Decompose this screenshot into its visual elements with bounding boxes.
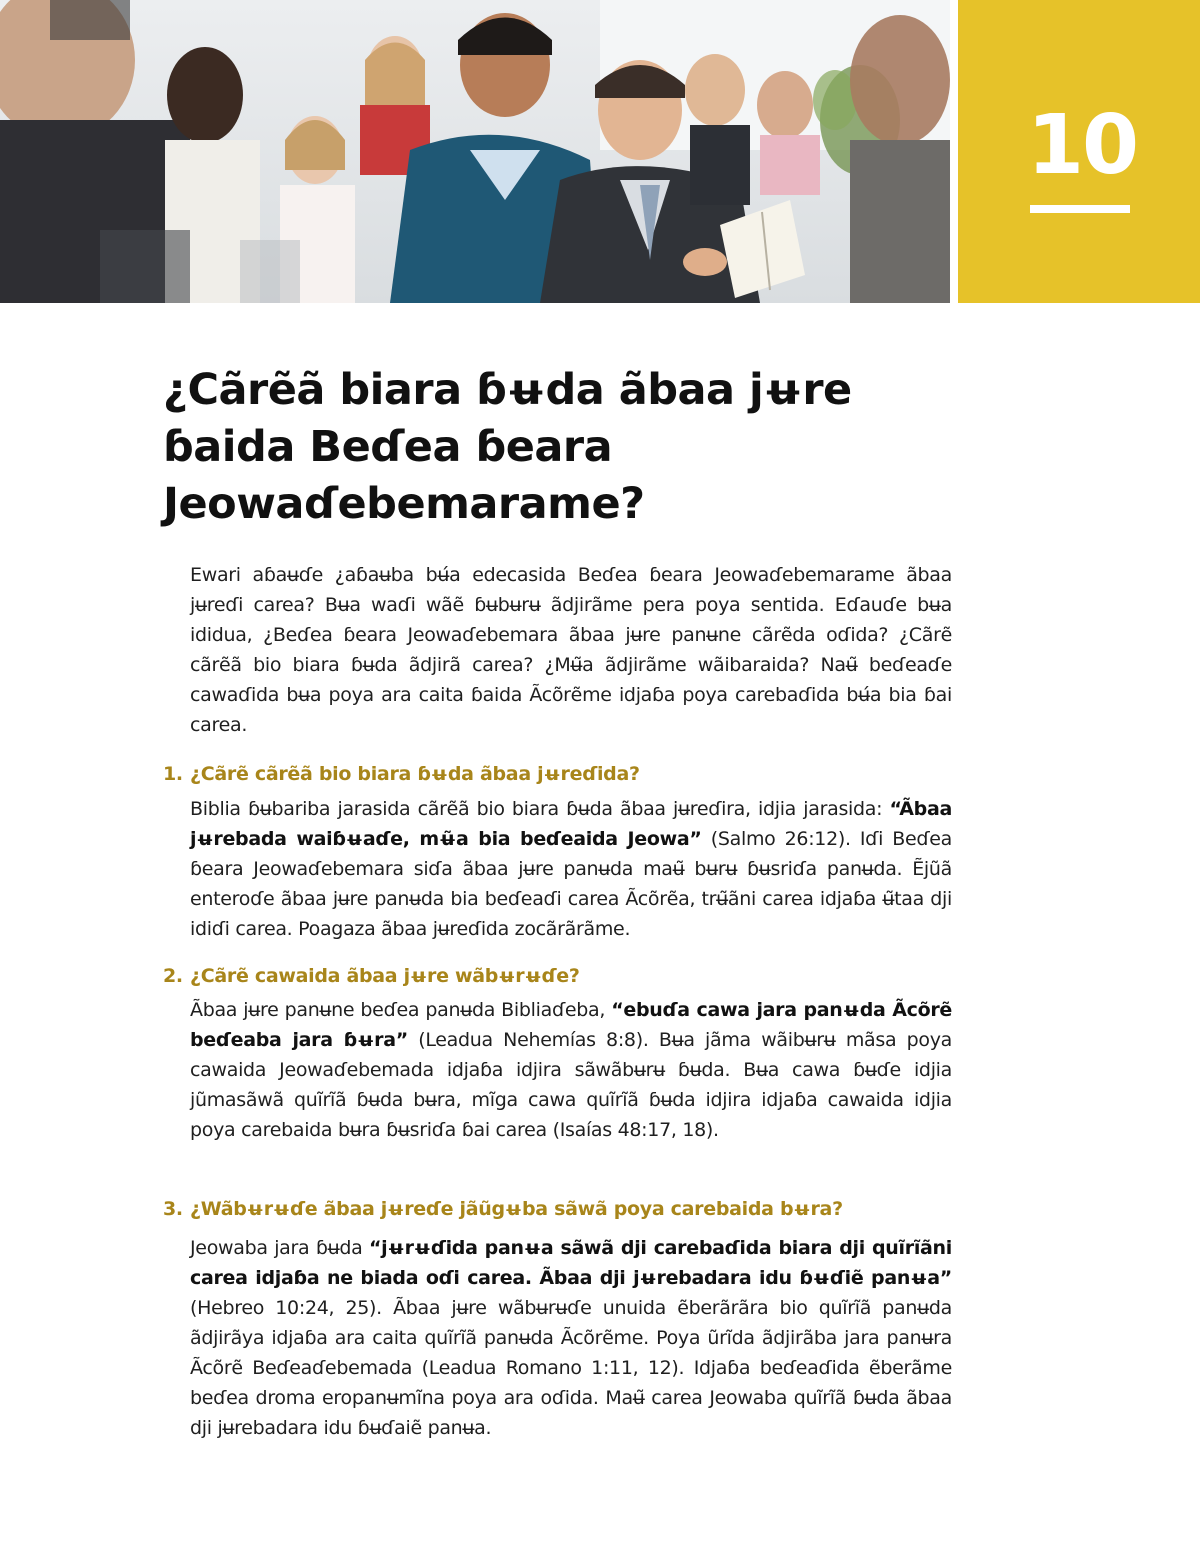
page-title: ¿Cãrẽã biara ɓʉda ãbaa jʉre ɓaida Beɗea ɓeara Jeowaɗebemarame? — [163, 365, 852, 529]
section-3-quote: “jʉrʉɗida panʉa sãwã dji carebaɗida biara dji quĩrĩãni carea idjaɓa ne biada oɗi carea. Ãbaa dji jʉrebadara idu ɓʉɗiẽ panʉa” — [190, 1237, 952, 1289]
section-2-text-b: (Leadua Nehemías 8:8). Bʉa jãma wãibʉrʉ mãsa poya cawaida Jeowaɗebemada idjaɓa idjira sãwãbʉrʉ ɓʉda. Bʉa cawa ɓʉɗe idjia jũmasãwã quĩrĩã ɓʉda bʉra, mĩga cawa quĩrĩã ɓʉda idjira idjaɓa cawaida idjia poya carebaida bʉra ɓʉsriɗa ɓai carea (Isaías 48:17, 18). — [190, 1029, 952, 1141]
section-body-2 — [190, 995, 952, 1145]
section-heading-2 — [163, 962, 963, 990]
section-3-text-b: (Hebreo 10:24, 25). Ãbaa jʉre wãbʉrʉɗe unuida ẽberãrãra bio quĩrĩã panʉda ãdjirãya idjaɓa ara caita quĩrĩã panʉda Ãcõrẽme. Poya ũrĩda ãdjirãba jara panʉra Ãcõrẽ Beɗeaɗebemada (Leadua Romano 1:11, 12). Idjaɓa beɗeaɗida ẽberãme beɗea droma eropanʉmĩna poya ara oɗida. Maʉ̃ carea Jeowaba quĩrĩã ɓʉda ãbaa dji jʉrebadara idu ɓʉɗaiẽ panʉa. — [190, 1297, 952, 1439]
section-body-3 — [190, 1233, 952, 1443]
section-3-text-a: Jeowaba jara ɓʉda — [190, 1237, 369, 1259]
section-heading-text-1: ¿Cãrẽ cãrẽã bio biara ɓʉda ãbaa jʉreɗida? — [190, 763, 640, 785]
section-heading-3 — [163, 1195, 963, 1223]
lesson-number: 10 — [1027, 98, 1138, 193]
header-photo — [0, 0, 950, 303]
section-heading-1 — [163, 760, 963, 788]
section-heading-text-3: ¿Wãbʉrʉɗe ãbaa jʉreɗe jãũgʉba sãwã poya carebaida bʉra? — [190, 1198, 843, 1220]
congregation-photo-illustration — [0, 0, 950, 303]
section-number-2: 2. — [163, 965, 183, 987]
section-2-quote: “ebuɗa cawa jara panʉda Ãcõrẽ beɗeaba jara ɓʉra” — [190, 999, 953, 1051]
section-1-text-b: (Salmo 26:12). Iɗi Beɗea ɓeara Jeowaɗebemara siɗa ãbaa jʉre panʉda maʉ̃ bʉrʉ ɓʉsriɗa panʉda. Ẽjũã enteroɗe ãbaa jʉre panʉda bia beɗeaɗi carea Ãcõrẽa, trʉ̃ãni carea idjaɓa ʉ̃taa dji idiɗi carea. Poagaza ãbaa jʉreɗida zocãrãrãme. — [190, 828, 952, 940]
intro-paragraph: Ewari aɓaʉɗe ¿aɓaʉba bʉ́a edecasida Beɗea ɓeara Jeowaɗebemarame ãbaa jʉreɗi carea? Bʉa waɗi wãẽ ɓʉbʉrʉ ãdjirãme pera poya sentida. Eɗauɗe bʉa ididua, ¿Beɗea ɓeara Jeowaɗebemara ãbaa jʉre panʉne cãrẽda oɗida? ¿Cãrẽ cãrẽã bio biara ɓʉda ãdjirã carea? ¿Mʉ̃a ãdjirãme wãibaraida? Naʉ̃ beɗeaɗe cawaɗida bʉa poya ara caita ɓaida Ãcõrẽme idjaɓa poya carebaɗida bʉ́a bia ɓai carea. — [190, 564, 952, 736]
lesson-number-underline — [1030, 205, 1130, 213]
section-number-1: 1. — [163, 763, 183, 785]
section-1-quote: “Ãbaa jʉrebada waiɓʉaɗe, mʉ̃a bia beɗeaida Jeowa” — [190, 798, 952, 850]
section-1-text-a: Biblia ɓʉbariba jarasida cãrẽã bio biara ɓʉda ãbaa jʉreɗira, idjia jarasida: — [190, 798, 890, 820]
section-2-text-a: Ãbaa jʉre panʉne beɗea panʉda Bibliaɗeba, — [190, 999, 612, 1021]
section-heading-text-2: ¿Cãrẽ cawaida ãbaa jʉre wãbʉrʉɗe? — [190, 965, 580, 987]
section-number-3: 3. — [163, 1198, 183, 1220]
section-body-1 — [190, 794, 952, 944]
